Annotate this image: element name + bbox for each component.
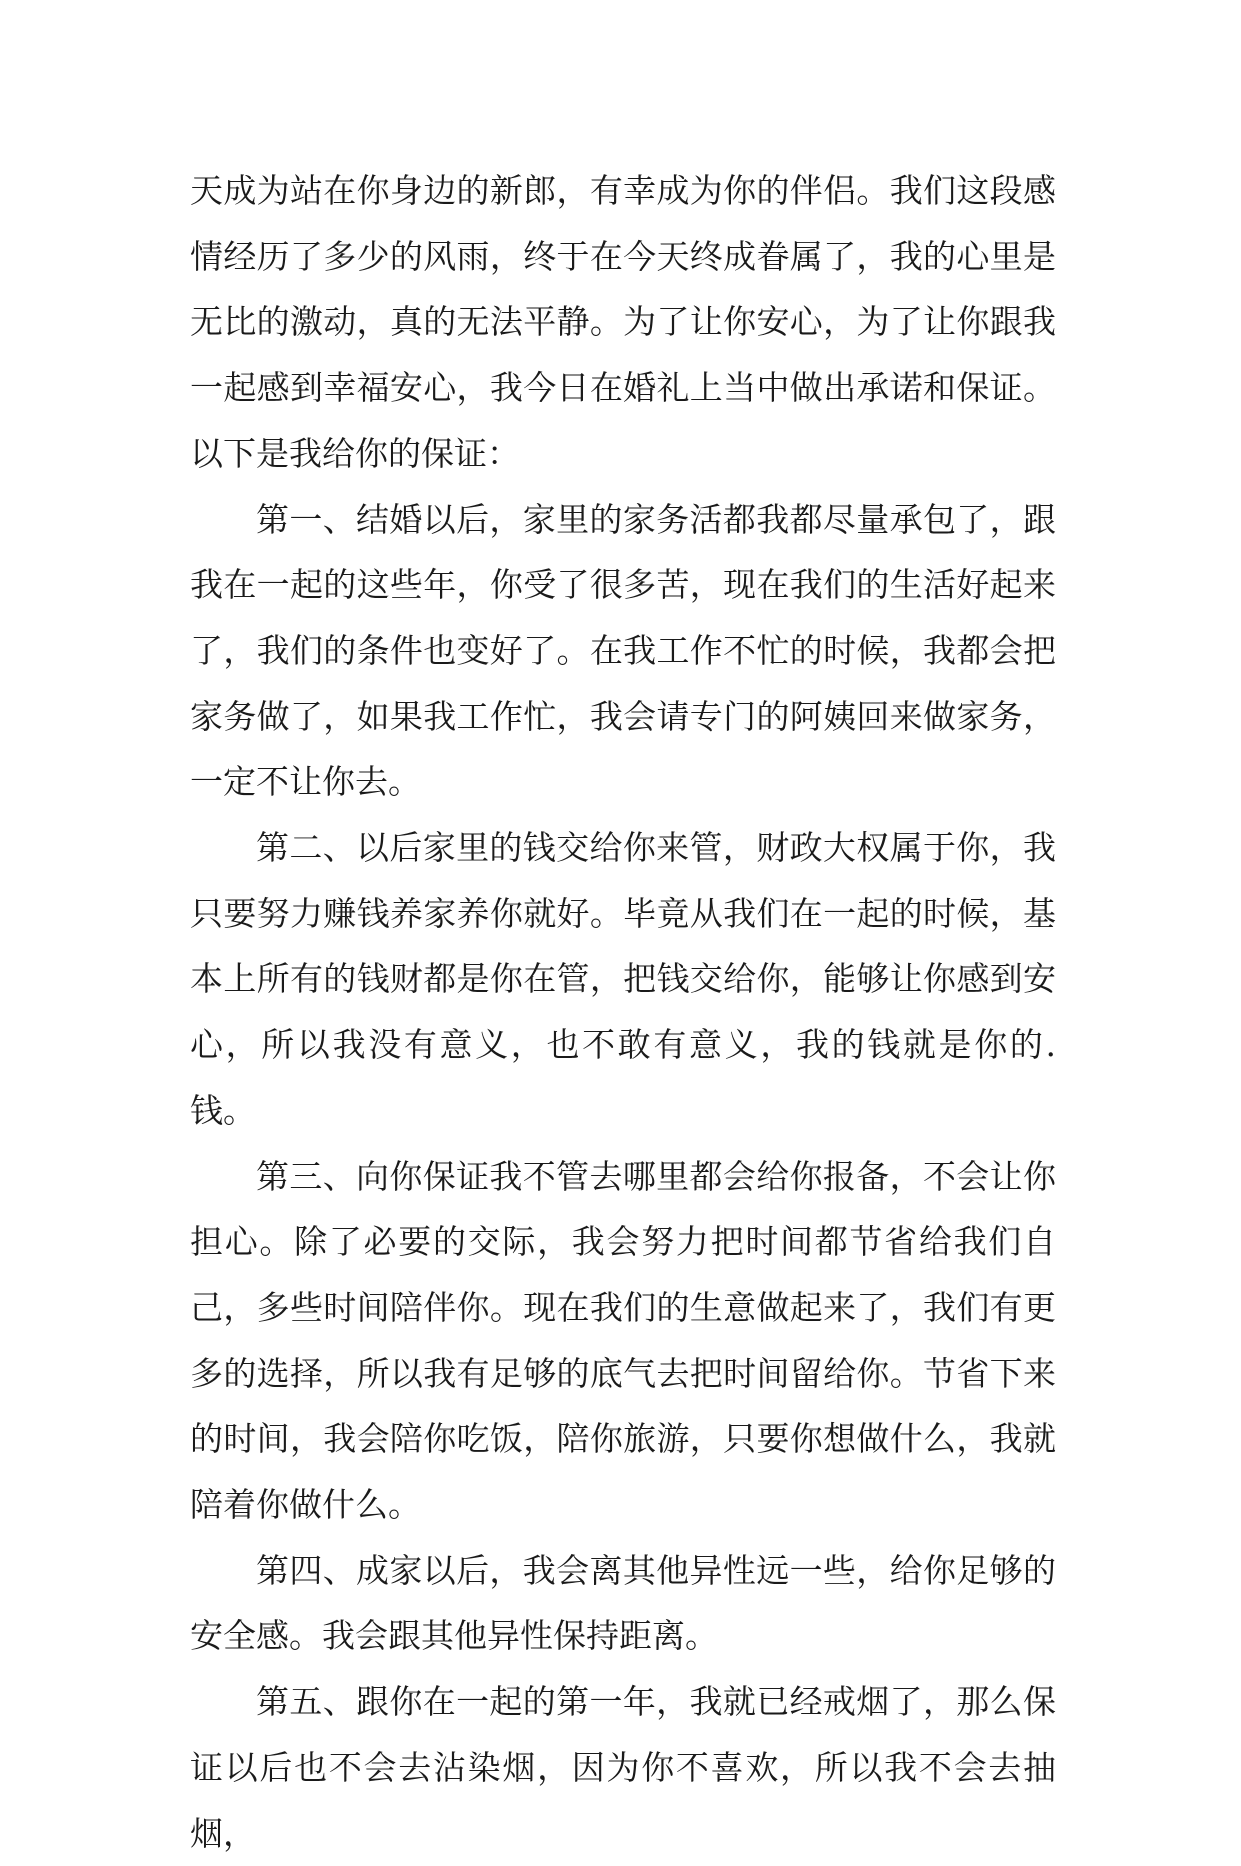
document-body [190,158,1056,1866]
paragraph-promise-3: 第三、向你保证我不管去哪里都会给你报备，不会让你担心。除了必要的交际，我会努力把时间都节省给我们自己，多些时间陪伴你。现在我们的生意做起来了，我们有更多的选择，所以我有足够的底气去把时间留给你。节省下来的时间，我会陪你吃饭，陪你旅游，只要你想做什么，我就陪着你做什么。 [190,1156,1056,1525]
paragraph-intro: 天成为站在你身边的新郎，有幸成为你的伴侣。我们这段感情经历了多少的风雨，终于在今天终成眷属了，我的心里是无比的激动，真的无法平静。为了让你安心，为了让你跟我一起感到幸福安心，我今日在婚礼上当中做出承诺和保证。以下是我给你的保证： [190,171,1056,473]
paragraph-promise-5: 第五、跟你在一起的第一年，我就已经戒烟了，那么保证以后也不会去沾染烟，因为你不喜欢，所以我不会去抽烟， [190,1682,1056,1853]
paragraph-promise-2: 第二、以后家里的钱交给你来管，财政大权属于你，我只要努力赚钱养家养你就好。毕竟从我们在一起的时候，基本上所有的钱财都是你在管，把钱交给你，能够让你感到安心，所以我没有意义，也不敢有意义，我的钱就是你的.钱。 [190,828,1056,1130]
paragraph-promise-1: 第一、结婚以后，家里的家务活都我都尽量承包了，跟我在一起的这些年，你受了很多苦，现在我们的生活好起来了，我们的条件也变好了。在我工作不忙的时候，我都会把家务做了，如果我工作忙，我会请专门的阿姨回来做家务，一定不让你去。 [190,499,1056,802]
paragraph-promise-4: 第四、成家以后，我会离其他异性远一些，给你足够的安全感。我会跟其他异性保持距离。 [190,1550,1056,1656]
